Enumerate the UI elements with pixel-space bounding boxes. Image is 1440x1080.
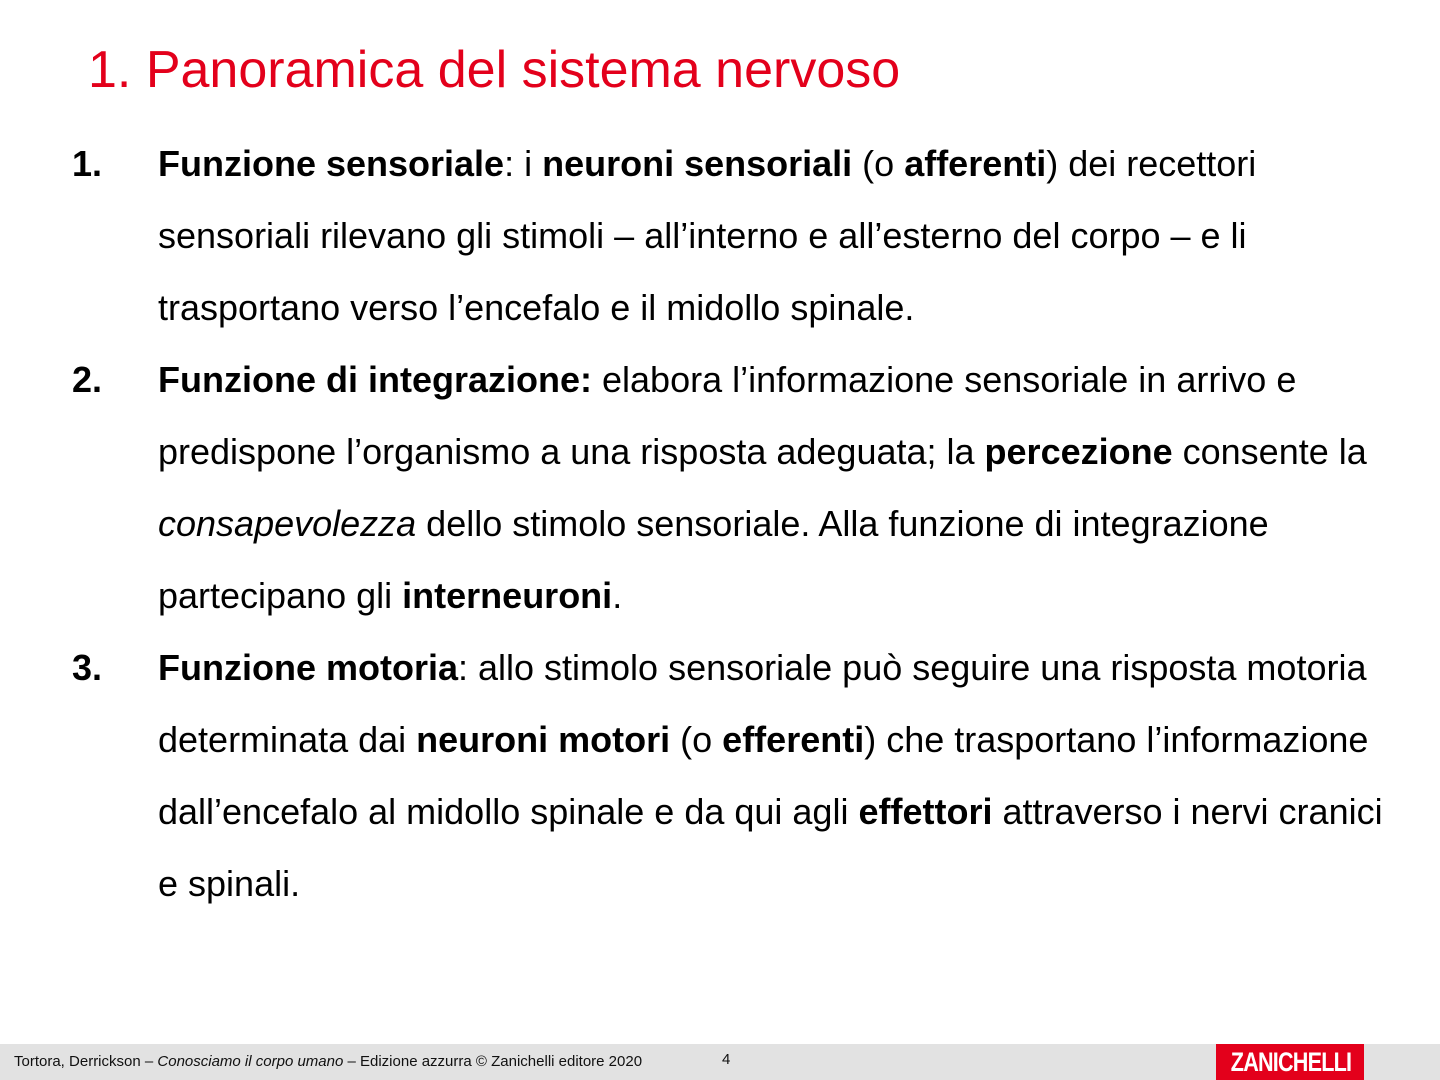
term-efferent: efferenti (722, 719, 865, 760)
text-run: elabora l’informazione sensoriale in arrivo e predispone l’organismo a una risposta adeguata; la (158, 359, 1297, 472)
text-run: dello stimolo sensoriale. Alla funzione di integrazione partecipano gli (158, 503, 1269, 616)
term-sensory-neurons: neuroni sensoriali (542, 143, 853, 184)
page-number: 4 (722, 1051, 731, 1068)
term-motor-neurons: neuroni motori (416, 719, 671, 760)
item-number: 3. (72, 647, 103, 688)
term-integration-function: Funzione di integrazione: (158, 359, 592, 400)
text-run: ) dei recettori sensoriali rilevano gli stimoli – all’interno e all’esterno del corpo – e li trasportano verso l’encefalo e il midollo spinale. (158, 143, 1257, 328)
text-run: ) che trasportano l’informazione dall’encefalo al midollo spinale e da qui agli (158, 719, 1369, 832)
text-run: consente la (1172, 431, 1367, 472)
text-run: attraverso i nervi cranici e spinali. (158, 791, 1383, 904)
list-item-motor-function (72, 632, 1412, 920)
content-list (72, 128, 1412, 920)
credit-authors: Tortora, Derrickson – (14, 1053, 158, 1070)
text-run: : i (504, 143, 543, 184)
item-text (158, 647, 1383, 904)
item-number: 1. (72, 143, 103, 184)
text-run: (o (852, 143, 905, 184)
term-awareness: consapevolezza (158, 503, 417, 544)
item-text (158, 143, 1256, 328)
term-interneurons: interneuroni (402, 575, 613, 616)
slide-title: 1. Panoramica del sistema nervoso (88, 41, 901, 99)
publisher-logo (1216, 1044, 1364, 1080)
term-sensory-function: Funzione sensoriale (158, 143, 505, 184)
text-run: : allo stimolo sensoriale può seguire una risposta motoria determinata dai (158, 647, 1367, 760)
footer-credit (14, 1053, 642, 1071)
term-perception: percezione (984, 431, 1173, 472)
list-item-sensory-function (72, 128, 1412, 344)
term-afferent: afferenti (904, 143, 1047, 184)
list-item-integration-function (72, 344, 1412, 632)
text-run: (o (670, 719, 723, 760)
term-effectors: effettori (858, 791, 993, 832)
item-number: 2. (72, 359, 103, 400)
footer-bar (0, 1044, 1440, 1080)
text-run: . (612, 575, 623, 616)
credit-book-title: Conosciamo il corpo umano (157, 1053, 344, 1070)
credit-edition: – Edizione azzurra © Zanichelli editore 2020 (343, 1053, 643, 1070)
item-text (158, 359, 1367, 616)
term-motor-function: Funzione motoria (158, 647, 458, 688)
publisher-logo-text: ZANICHELLI (1230, 1047, 1352, 1077)
